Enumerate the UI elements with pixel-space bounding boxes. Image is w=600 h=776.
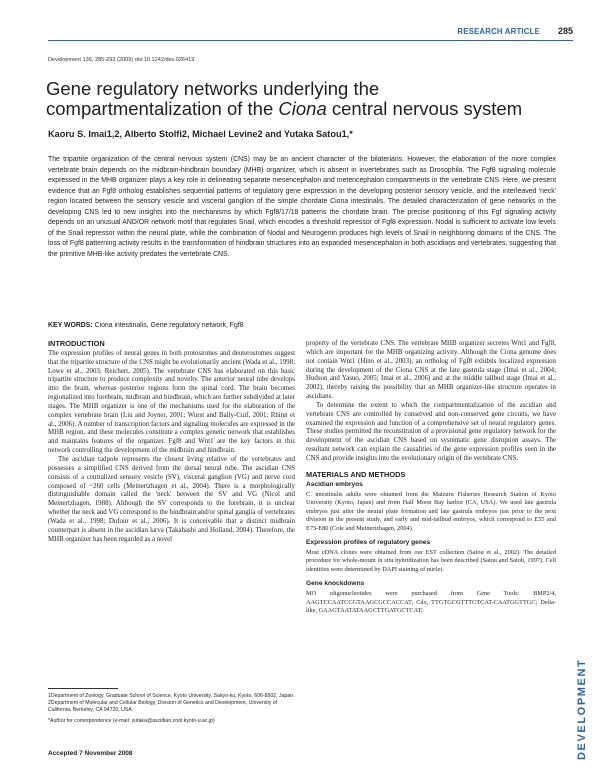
keywords-text: Ciona intestinalis, Gene regulatory network, Fgf8 (94, 322, 244, 329)
correspondence: *Author for correspondence (e-mail: yutaka@ascidian.zool.kyoto-u.ac.jp) (48, 718, 215, 724)
keywords-label: KEY WORDS: (48, 322, 93, 329)
affiliations: 1Department of Zoology, Graduate School of Science, Kyoto University, Sakyo-ku, Kyoto, 606-8502, Japan. 2Department of Molecular and Cellular Biology, Division of Genetics and Development, University of California, Berkeley, CA 94720, USA. (48, 693, 295, 713)
intro-para-1: The expression profiles of neural genes in both protostomes and deuterostomes suggest that the tripartite structure of the CNS might be evolutionarily ancient (Wada et al., 1998; Lowe et al., 2003; Reichert, 2005). The vertebrate CNS has elaborated on this basic tripartite structure to produce complexity and novelty. The anterior neural tube develops into the brain, whereas posterior regions form the spinal cord. The brain becomes regionalized into forebrain, midbrain and hindbrain, which are further subdivided at later stages. The MHB organizer is one of the mechanisms used for the elaboration of the complex vertebrate brain (Liu and Joyner, 2001; Wurst and Bally-Cuif, 2001; Rhinn et al., 2006). A number of transcription factors and signaling molecules are expressed in the MHB region, and these molecules constitute a complex genetic network that establishes and maintains features of the organizer. Fgf8 and Wnt1 are the key factors in this network controlling the development of the midbrain and hindbrain. (48, 349, 295, 455)
footnote-rule (48, 688, 118, 689)
title-line-1: Gene regulatory networks underlying the (46, 78, 380, 99)
accepted-date: Accepted 7 November 2008 (48, 750, 133, 757)
expression-heading: Expression profiles of regulatory genes (306, 539, 431, 546)
authors: Kaoru S. Imai1,2, Alberto Stolfi2, Michael Levine2 and Yutaka Satou1,* (48, 129, 353, 139)
right-column (306, 340, 556, 616)
title-line-2-pre: compartmentalization of the (46, 98, 279, 119)
keywords (48, 322, 244, 329)
header-rule (48, 40, 573, 41)
embryos-heading: Ascidian embryos (306, 480, 363, 488)
intro-para-2: The ascidian tadpole represents the closest living relative of the vertebrates and possesses a simplified CNS derived from the dorsal neural tube. The ascidian CNS consists of a centralized sensory vesicle (SV), visceral ganglion (VG) and nerve cord composed of ~260 cells (Meinertzhagen et al., 2004). There is a morphologically distinguishable domain called the 'neck' between the SV and VG (Nicol and Meinertzhagen, 1988). Although the SV corresponds to the forebrain, it is unclear whether the neck and VG correspond to the hindbrain and/or spinal ganglia of vertebrates (Wada et al., 1998; Dufour et al., 2006). It is conceivable that a distinct midbrain counterpart is absent in the ascidian larva (Takahashi and Holland, 2004). Therefore, the MHB organizer has been regarded as a novel (48, 455, 295, 543)
intro-heading: INTRODUCTION (48, 339, 105, 348)
page-number: 285 (557, 26, 573, 36)
embryos-text: C. intestinalis adults were obtained from the Maizuru Fisheries Research Station of Kyoto University (Kyoto, Japan) and from Half Moon Bay harbor (CA, USA). We used late gastrula embryos just after the neural plate formation and late gastrula embryos just prior to the next division in the present study, and early and mid-tailbud embryos, which correspond to E55 and E75-E80 (Cole and Meinertzhagen, 2004). (306, 490, 556, 532)
footnotes (48, 693, 295, 725)
right-para-1: property of the vertebrate CNS. The vertebrate MHB organizer secretes Wnt1 and Fgf8, which are important for the MHB organizing activity. Although the Ciona genome does not contain Wnt1 (Hino et al., 2003), an ortholog of Fgf8 exhibits localized expression during the development of the Ciona CNS at the late gastrula stage (Imai et al., 2004; Hudson and Yasuo, 2005; Imai et al., 2006) and at the middle tailbud stage (Imai et al., 2002), thereby raising the possibility that an MHB organizer-like structure operates in ascidians. (306, 340, 556, 401)
knockdown-text: MO oligonucleotides were purchased from Gene Tools: BMP2/4, AAGTCCAATCCGTAAGCGCCACCAT; Cdx, TTGTGCGTTTCTCAT-CAATGGTTGC; Delta-like, GAAGTAATATAAGCTTGATGCTCAT; (306, 590, 556, 615)
mm-heading: MATERIALS AND METHODS (306, 469, 406, 479)
article-title (46, 79, 566, 119)
citation: Development 136, 285-293 (2009) doi:10.1242/dev.026419 (48, 57, 195, 63)
abstract: The tripartite organization of the central nervous system (CNS) may be an ancient character of the bilaterians. However, the elaboration of the more complex vertebrate brain depends on the midbrain-hindbrain boundary (MHB) organizer, which is absent in invertebrates such as Drosophila. The Fgf8 signaling molecule expressed in the MHB organizer plays a key role in delineating separate mesencephalon and metencephalon compartments in the vertebrate CNS. Here, we present evidence that an Fgf8 ortholog establishes sequential patterns of regulatory gene expression in the developing posterior sensory vesicle, and the interleaved 'neck' region located between the sensory vesicle and visceral ganglion of the simple chordate Ciona intestinalis. The detailed characterization of gene networks in the developing CNS led to new insights into the mechanisms by which Fgf8/17/18 patterns the chordate brain. The precise positioning of this Fgf signaling activity depends on an unusual AND/OR network motif that regulates Snail, which encodes a threshold repressor of Fgf8 expression. Nodal is sufficient to activate low levels of the Snail repressor within the neural plate, while the combination of Nodal and Neurogenin produces high levels of Snail in neighboring domains of the CNS. The loss of Fgf8 patterning activity results in the transformation of hindbrain structures into an expanded mesencephalon in both ascidians and vertebrates, suggesting that the primitive MHB-like activity predates the vertebrate CNS. (48, 156, 556, 258)
title-line-2-italic: Ciona (278, 98, 327, 119)
title-line-2-post: central nervous system (326, 98, 523, 119)
section-label: RESEARCH ARTICLE (457, 27, 540, 36)
right-para-2: To determine the extent to which the compartmentalization of the ascidian and vertebrate CNS are controlled by conserved and non-conserved gene circuits, we have examined the expression and function of a comprehensive set of neural regulatory genes. These studies permitted the reconstitution of a provisional gene regulatory network for the development of the ascidian CNS based on systematic gene disruption assays. The resultant network can explain the causalities of the gene expression profiles seen in the CNS and provide insights into the evolutionary origin of the vertebrate CNS. (306, 401, 556, 462)
knockdown-heading: Gene knockdowns (306, 580, 365, 588)
side-tab-label: DEVELOPMENT (576, 658, 588, 760)
left-column (48, 340, 295, 544)
expression-text: Most cDNA clones were obtained from our EST collection (Satou et al., 2002). The detailed procedure for whole-mount in situ hybridization has been described (Satou and Satoh, 1997). Cell identities were determined by DAPI staining of nuclei. (306, 548, 556, 573)
